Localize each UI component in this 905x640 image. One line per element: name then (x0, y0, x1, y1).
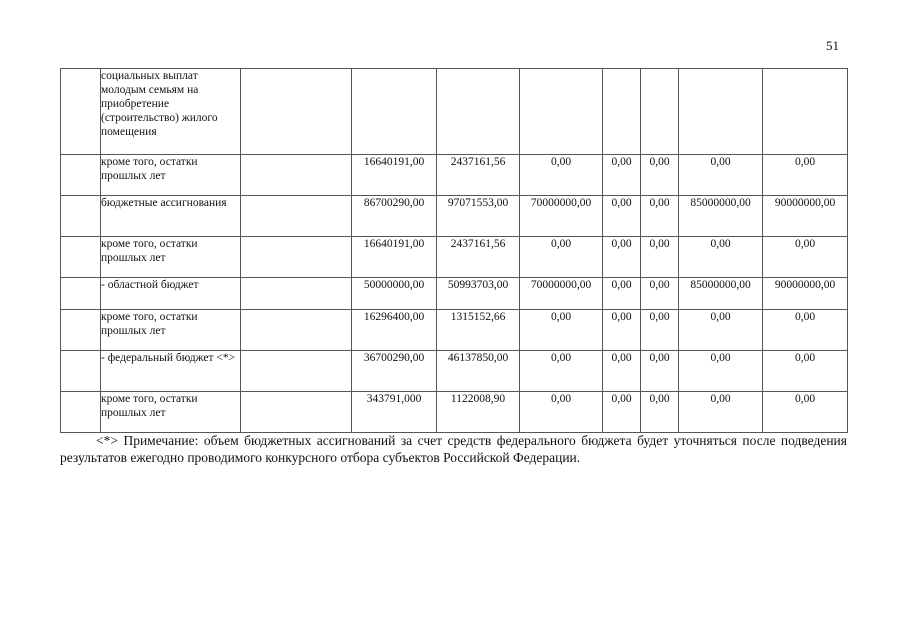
value-cell: 343791,000 (352, 392, 437, 433)
value-cell: 90000000,00 (763, 196, 848, 237)
table-row (61, 310, 848, 351)
value-cell: 85000000,00 (679, 278, 763, 310)
table-row (61, 237, 848, 278)
value-cell: 0,00 (520, 237, 603, 278)
value-cell: 0,00 (641, 278, 679, 310)
value-cell: 0,00 (763, 310, 848, 351)
table-row (61, 278, 848, 310)
value-cell: 0,00 (763, 392, 848, 433)
row-label: кроме того, остатки прошлых лет (101, 392, 241, 433)
row-index-cell (61, 69, 101, 155)
value-cell: 0,00 (520, 392, 603, 433)
row-index-cell (61, 351, 101, 392)
value-cell: 0,00 (679, 155, 763, 196)
row-label: кроме того, остатки прошлых лет (101, 155, 241, 196)
value-cell: 0,00 (603, 351, 641, 392)
value-cell (437, 69, 520, 155)
row-label: социальных выплат молодым семьям на приобретение (строительство) жилого помещения (101, 69, 241, 155)
table-row (61, 196, 848, 237)
empty-cell (241, 351, 352, 392)
table-row (61, 155, 848, 196)
value-cell: 16640191,00 (352, 155, 437, 196)
page-number: 51 (826, 38, 839, 53)
value-cell: 0,00 (641, 237, 679, 278)
value-cell: 0,00 (603, 392, 641, 433)
value-cell: 0,00 (603, 278, 641, 310)
value-cell: 86700290,00 (352, 196, 437, 237)
row-index-cell (61, 237, 101, 278)
value-cell: 0,00 (641, 155, 679, 196)
row-label: бюджетные ассигнования (101, 196, 241, 237)
value-cell: 0,00 (603, 196, 641, 237)
value-cell (679, 69, 763, 155)
value-cell: 0,00 (679, 392, 763, 433)
value-cell: 0,00 (763, 351, 848, 392)
value-cell: 0,00 (679, 237, 763, 278)
value-cell (603, 69, 641, 155)
value-cell: 0,00 (520, 310, 603, 351)
value-cell: 0,00 (763, 155, 848, 196)
footnote-text: <*> Примечание: объем бюджетных ассигнований за счет средств федерального бюджета будет уточняться после подведения результатов ежегодно проводимого конкурсного отбора субъектов Российской Федерации. (60, 433, 847, 465)
value-cell: 0,00 (641, 351, 679, 392)
value-cell: 70000000,00 (520, 278, 603, 310)
value-cell: 50000000,00 (352, 278, 437, 310)
footnote (60, 432, 847, 466)
value-cell: 0,00 (603, 310, 641, 351)
row-label: - областной бюджет (101, 278, 241, 310)
empty-cell (241, 69, 352, 155)
value-cell: 36700290,00 (352, 351, 437, 392)
empty-cell (241, 278, 352, 310)
value-cell: 90000000,00 (763, 278, 848, 310)
empty-cell (241, 237, 352, 278)
value-cell: 0,00 (641, 196, 679, 237)
empty-cell (241, 310, 352, 351)
value-cell (352, 69, 437, 155)
row-label: кроме того, остатки прошлых лет (101, 310, 241, 351)
empty-cell (241, 196, 352, 237)
table-row (61, 392, 848, 433)
value-cell: 0,00 (679, 310, 763, 351)
value-cell: 0,00 (641, 392, 679, 433)
value-cell: 1122008,90 (437, 392, 520, 433)
value-cell: 16640191,00 (352, 237, 437, 278)
table-row (61, 69, 848, 155)
value-cell: 0,00 (603, 155, 641, 196)
value-cell: 2437161,56 (437, 237, 520, 278)
value-cell (641, 69, 679, 155)
value-cell: 0,00 (520, 155, 603, 196)
value-cell: 0,00 (763, 237, 848, 278)
value-cell: 50993703,00 (437, 278, 520, 310)
value-cell: 46137850,00 (437, 351, 520, 392)
value-cell: 70000000,00 (520, 196, 603, 237)
value-cell: 2437161,56 (437, 155, 520, 196)
row-index-cell (61, 196, 101, 237)
empty-cell (241, 392, 352, 433)
value-cell: 97071553,00 (437, 196, 520, 237)
budget-table (60, 68, 848, 433)
value-cell: 1315152,66 (437, 310, 520, 351)
row-index-cell (61, 278, 101, 310)
value-cell: 85000000,00 (679, 196, 763, 237)
table-row (61, 351, 848, 392)
row-index-cell (61, 155, 101, 196)
row-label: - федеральный бюджет <*> (101, 351, 241, 392)
value-cell: 0,00 (603, 237, 641, 278)
row-index-cell (61, 392, 101, 433)
row-label: кроме того, остатки прошлых лет (101, 237, 241, 278)
value-cell: 16296400,00 (352, 310, 437, 351)
value-cell (520, 69, 603, 155)
value-cell: 0,00 (520, 351, 603, 392)
empty-cell (241, 155, 352, 196)
value-cell: 0,00 (679, 351, 763, 392)
value-cell (763, 69, 848, 155)
row-index-cell (61, 310, 101, 351)
value-cell: 0,00 (641, 310, 679, 351)
